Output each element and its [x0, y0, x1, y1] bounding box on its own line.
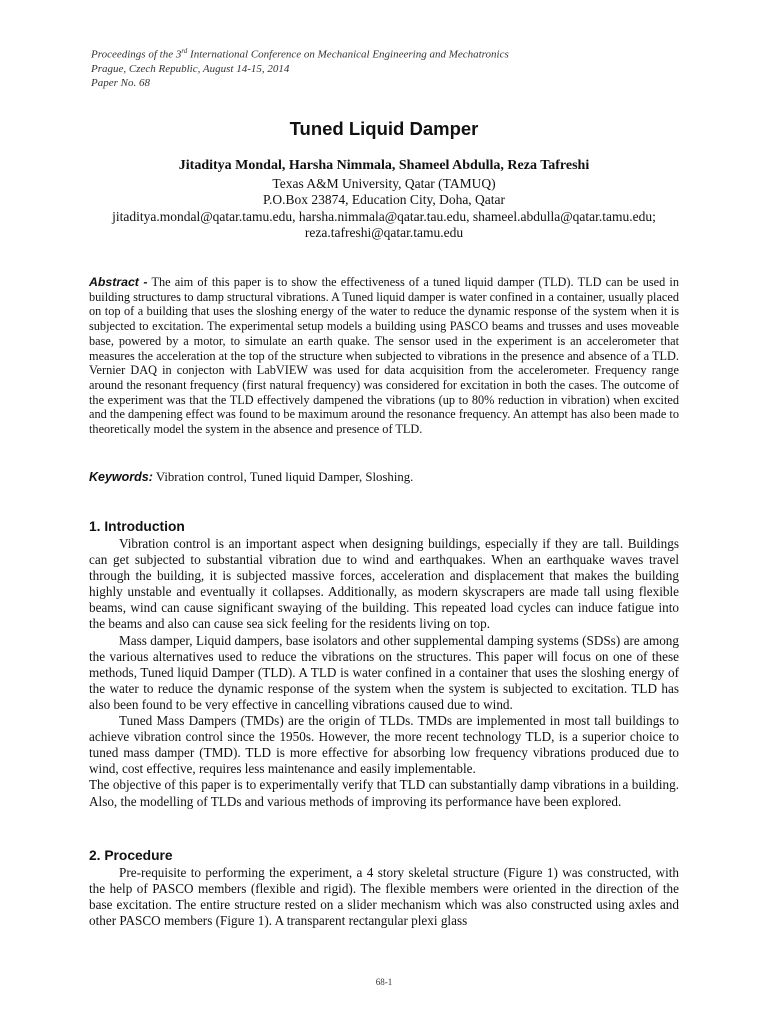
keywords	[89, 470, 679, 485]
keywords-text: Vibration control, Tuned liquid Damper, Sloshing.	[155, 470, 414, 484]
paragraph: Pre-requisite to performing the experiment, a 4 story skeletal structure (Figure 1) was constructed, with the help of PASCO members (flexible and rigid). The flexible members were oriented in the direction of the base excitation. The entire structure rested on a slider mechanism which was also constructed using axles and other PASCO members (Figure 1). A transparent rectangular plexi glass	[89, 865, 679, 929]
paragraph: Mass damper, Liquid dampers, base isolators and other supplemental damping systems (SDSs) are among the various alternatives used to reduce the vibrations on the structures. This paper will focus on one of these methods, Tuned liquid Damper (TLD). A TLD is water confined in a container that uses the sloshing energy of the water to reduce the dynamic response of the system when the system is subjected to excitation. TLD has also been found to be very effective in cancelling vibrations caused due to wind.	[89, 632, 679, 712]
proceedings-header	[91, 44, 509, 90]
abstract-text: The aim of this paper is to show the effectiveness of a tuned liquid damper (TLD). TLD can be used in building structures to damp structural vibrations. A Tuned liquid damper is water confined in a container, usually placed on top of a building that uses the sloshing energy of the water to reduce the dynamic response of the system when it is subjected to excitation. The experimental setup models a building using PASCO beams and trusses and uses moveable base, powered by a motor, to simulate an earth quake. The sensor used in the experiment is an accelerometer that measures the acceleration at the top of the structure when subjected to vibrations in the presence and absence of a TLD. Vernier DAQ in conjecton with LabVIEW was used for data acquisition from the accelerometer. Frequency range around the resonant frequency (first natural frequency) was considered for excitation in both the cases. The outcome of the experiment was that the TLD effectively dampened the vibrations (up to 80% reduction in vibration) when excited and the dampening effect was found to be maximum around the resonance frequency. An attempt has also been made to theoretically model the system in the absence and presence of TLD.	[89, 275, 679, 437]
affiliation-line: Texas A&M University, Qatar (TAMUQ)	[272, 175, 496, 191]
paragraph: The objective of this paper is to experimentally verify that TLD can substantially damp vibrations in a building. Also, the modelling of TLDs and various methods of improving its performance have been explored.	[89, 777, 679, 809]
header-line-1: Proceedings of the 3rd International Conference on Mechanical Engineering and Mechatronics	[91, 47, 509, 61]
procedure-body	[89, 865, 679, 929]
header-line-2: Prague, Czech Republic, August 14-15, 2014	[91, 62, 290, 75]
paragraph: Tuned Mass Dampers (TMDs) are the origin of TLDs. TMDs are implemented in most tall buildings to achieve vibration control since the 1950s. However, the more recent technology TLD, is a superior choice to tuned mass damper (TMD). TLD is more effective for absorbing low frequency vibrations produced due to wind, cost effective, requires less maintenance and easily implementable.	[89, 713, 679, 777]
email-line: reza.tafreshi@qatar.tamu.edu	[304, 225, 464, 240]
paragraph: Vibration control is an important aspect when designing buildings, especially if they are tall. Buildings can get subjected to substantial vibration due to wind and earthquakes. When an earthquake waves travel through the building, it is subjected massive forces, acceleration and displacement that makes the building highly unstable and eventually it collapses. Additionally, as modern skyscrapers are made tall using flexible beams, wind can cause significant swaying of the building. This repeated load cycles can induce fatigue into the beams and also can cause sea sick feeling for the residents living on top.	[89, 536, 679, 632]
email-line: jitaditya.mondal@qatar.tamu.edu, harsha.nimmala@qatar.tau.edu, shameel.abdulla@qatar.tamu.edu;	[112, 208, 656, 224]
abstract-label: Abstract -	[89, 275, 148, 289]
keywords-label: Keywords:	[89, 470, 153, 484]
introduction-body	[89, 536, 679, 810]
author-block	[40, 158, 728, 242]
paper-title: Tuned Liquid Damper	[289, 118, 479, 139]
abstract	[89, 275, 679, 437]
section-heading-introduction: 1. Introduction	[89, 519, 185, 534]
address-line: P.O.Box 23874, Education City, Doha, Qatar	[262, 192, 506, 207]
section-heading-procedure: 2. Procedure	[89, 848, 173, 863]
header-line-3: Paper No. 68	[91, 76, 150, 89]
page-number: 68-1	[375, 977, 393, 987]
author-names: Jitaditya Mondal, Harsha Nimmala, Shameel Abdulla, Reza Tafreshi	[178, 158, 590, 173]
